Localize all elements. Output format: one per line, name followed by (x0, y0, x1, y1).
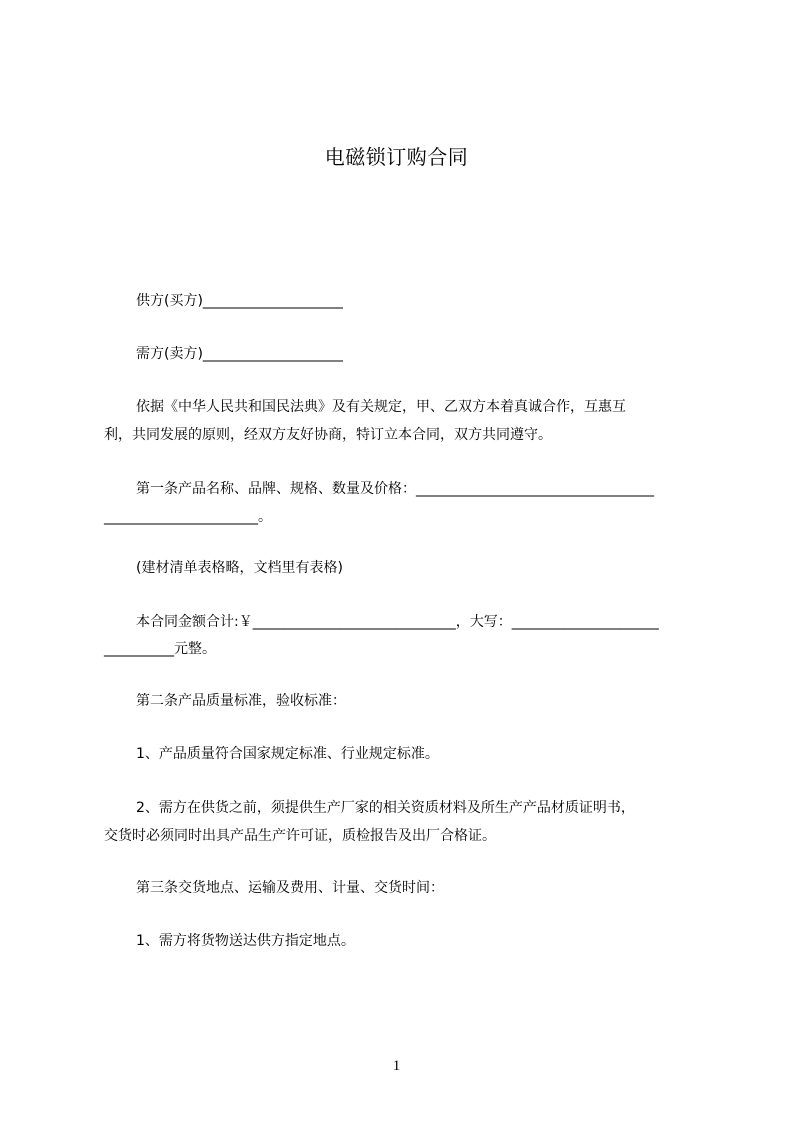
article-3-item-1: 1、需方将货物送达供方指定地点。 (136, 933, 355, 949)
article-1-line-2: ______________________。 (104, 509, 272, 525)
supplier-line: 供方(买方)____________________ (136, 293, 343, 309)
article-2-item-1: 1、产品质量符合国家规定标准、行业规定标准。 (136, 746, 439, 762)
article-1-line-1: 第一条产品名称、品牌、规格、数量及价格：__________________________________ (136, 481, 654, 497)
basis-paragraph-line-2: 利，共同发展的原则，经双方友好协商，特订立本合同，双方共同遵守。 (104, 427, 552, 443)
contract-amount-line-2: __________元整。 (104, 641, 216, 657)
article-2-item-2-line-1: 2、需方在供货之前，须提供生产厂家的相关资质材料及所生产产品材质证明书， (136, 800, 635, 816)
article-2-heading: 第二条产品质量标准，验收标准： (136, 693, 346, 709)
article-2-item-2-line-2: 交货时必须同时出具产品生产许可证，质检报告及出厂合格证。 (104, 828, 496, 844)
basis-paragraph-line-1: 依据《中华人民共和国民法典》及有关规定，甲、乙双方本着真诚合作，互惠互 (136, 399, 626, 415)
page-number: 1 (392, 1058, 401, 1074)
buyer-line: 需方(卖方)____________________ (136, 346, 343, 362)
document-title: 电磁锁订购合同 (324, 145, 469, 169)
article-3-heading: 第三条交货地点、运输及费用、计量、交货时间： (136, 880, 444, 896)
materials-table-note: (建材清单表格略，文档里有表格) (136, 560, 343, 576)
contract-amount-line-1: 本合同金额合计:￥_____________________________，大写：_____________________ (136, 614, 659, 630)
